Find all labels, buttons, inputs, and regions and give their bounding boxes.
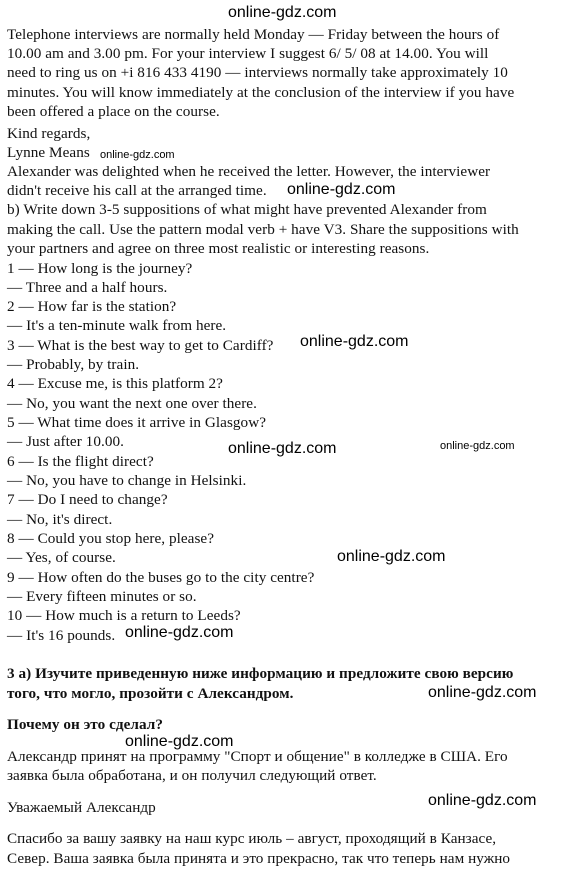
task-b-line: making the call. Use the pattern modal verb + have V3. Share the suppositions with (7, 221, 519, 238)
watermark: online-gdz.com (287, 181, 396, 198)
dialogue-line: 3 — What is the best way to get to Cardiff? (7, 337, 274, 354)
dialogue-line: — It's a ten-minute walk from here. (7, 317, 227, 334)
watermark: online-gdz.com (428, 684, 537, 701)
letter-signature: Lynne Means (7, 144, 90, 161)
watermark: online-gdz.com (337, 548, 446, 565)
letter-line: 10.00 am and 3.00 pm. For your interview I suggest 6/ 5/ 08 at 14.00. You will (7, 45, 489, 62)
watermark: online-gdz.com (300, 333, 409, 350)
story-line: Alexander was delighted when he received the letter. However, the interviewer (7, 163, 491, 180)
letter-greeting: Уважаемый Александр (7, 799, 156, 816)
letter-line-ru: Спасибо за вашу заявку на наш курс июль – август, проходящий в Канзасе, (7, 830, 497, 847)
letter-line: been offered a place on the course. (7, 103, 220, 120)
watermark: online-gdz.com (228, 440, 337, 457)
dialogue-line: — Probably, by train. (7, 356, 140, 373)
letter-line: Telephone interviews are normally held Monday — Friday between the hours of (7, 26, 500, 43)
task-heading-line: 3 а) Изучите приведенную ниже информацию и предложите свою версию (7, 665, 514, 682)
dialogue-line: — No, you want the next one over there. (7, 395, 257, 412)
watermark: online-gdz.com (125, 733, 234, 750)
dialogue-line: 6 — Is the flight direct? (7, 453, 154, 470)
dialogue-line: — Just after 10.00. (7, 433, 124, 450)
letter-line: minutes. You will know immediately at the conclusion of the interview if you have (7, 84, 515, 101)
letter-line-ru: Север. Ваша заявка была принята и это прекрасно, так что теперь нам нужно (7, 850, 511, 867)
dialogue-line: 4 — Excuse me, is this platform 2? (7, 375, 223, 392)
watermark: online-gdz.com (228, 4, 337, 21)
dialogue-line: — It's 16 pounds. (7, 627, 116, 644)
paragraph-line: Александр принят на программу "Спорт и общение" в колледже в США. Его (7, 748, 508, 765)
watermark: online-gdz.com (125, 624, 234, 641)
story-line: didn't receive his call at the arranged time. (7, 182, 267, 199)
letter-line: need to ring us on +i 816 433 4190 — interviews normally take approximately 10 (7, 64, 508, 81)
letter-closing: Kind regards, (7, 125, 91, 142)
dialogue-line: — Three and a half hours. (7, 279, 168, 296)
paragraph-line: заявка была обработана, и он получил следующий ответ. (7, 767, 377, 784)
dialogue-line: 5 — What time does it arrive in Glasgow? (7, 414, 267, 431)
dialogue-line: — Every fifteen minutes or so. (7, 588, 197, 605)
task-heading-line: того, что могло, прозойти с Александром. (7, 685, 294, 702)
dialogue-line: 8 — Could you stop here, please? (7, 530, 215, 547)
dialogue-line: 7 — Do I need to change? (7, 491, 168, 508)
task-b-line: b) Write down 3-5 suppositions of what might have prevented Alexander from (7, 201, 487, 218)
dialogue-line: 1 — How long is the journey? (7, 260, 193, 277)
watermark: online-gdz.com (428, 792, 537, 809)
question-heading: Почему он это сделал? (7, 716, 163, 733)
dialogue-line: 9 — How often do the buses go to the city centre? (7, 569, 315, 586)
dialogue-line: — No, it's direct. (7, 511, 113, 528)
watermark: online-gdz.com (100, 149, 175, 161)
dialogue-line: 10 — How much is a return to Leeds? (7, 607, 241, 624)
dialogue-line: — No, you have to change in Helsinki. (7, 472, 247, 489)
watermark: online-gdz.com (440, 440, 515, 452)
dialogue-line: — Yes, of course. (7, 549, 116, 566)
task-b-line: your partners and agree on three most realistic or interesting reasons. (7, 240, 430, 257)
dialogue-line: 2 — How far is the station? (7, 298, 177, 315)
